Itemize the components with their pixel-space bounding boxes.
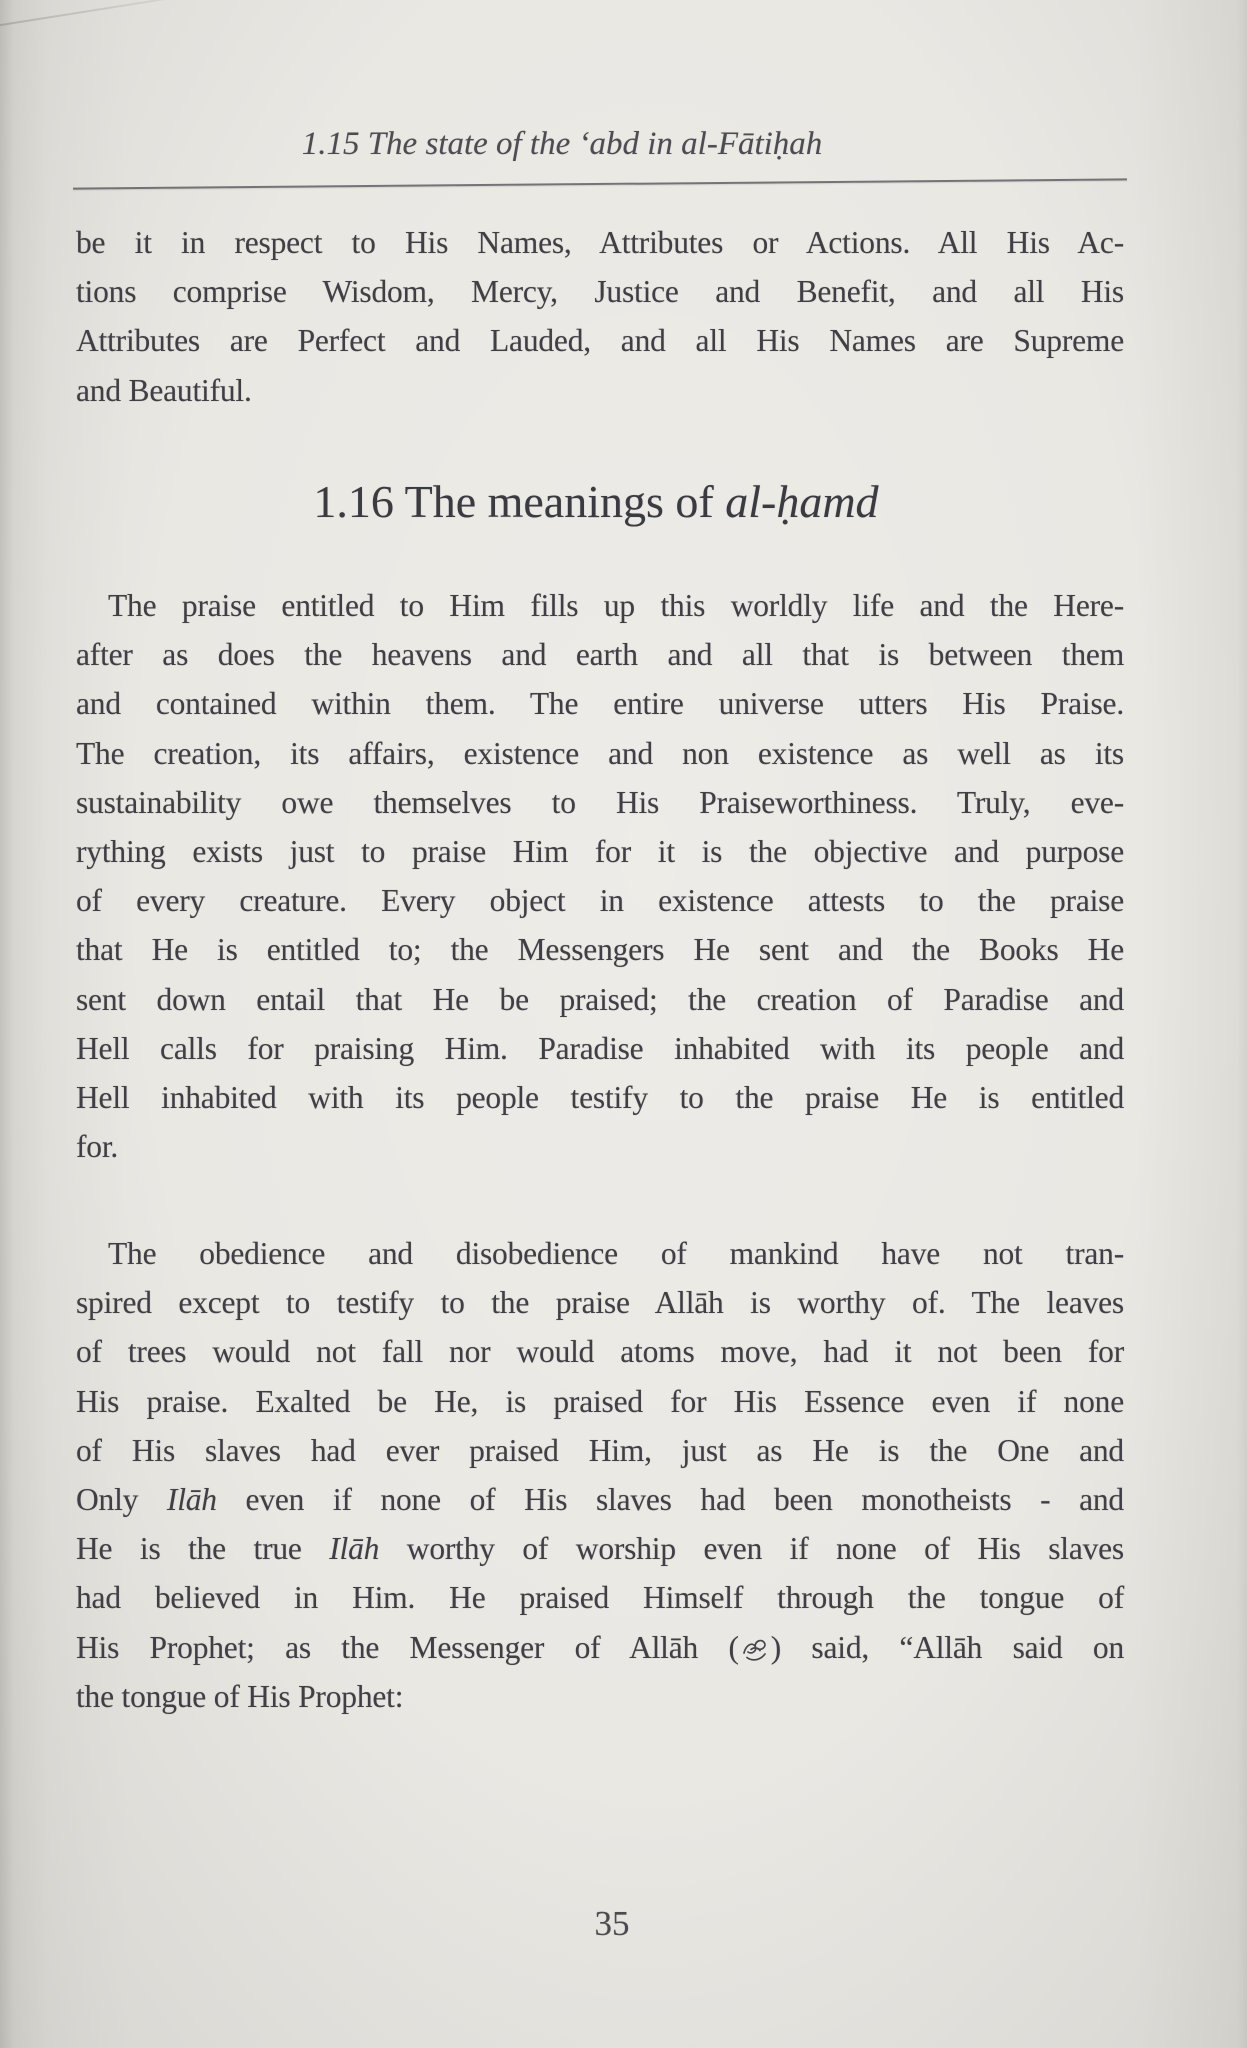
text-line: be it in respect to His Names, Attributes or Actions. All His Ac- (76, 225, 1124, 260)
sallallahu-calligraphy-icon (740, 1634, 770, 1664)
text-line: and Beautiful. (76, 372, 252, 408)
text-line: of trees would not fall nor would atoms move, had it not been for (76, 1334, 1124, 1370)
text-line: sustainability owe themselves to His Praiseworthiness. Truly, eve- (76, 784, 1124, 820)
running-header: 1.15 The state of the ‘abd in al-Fātiḥah (301, 126, 823, 162)
paragraph-praise (76, 581, 1124, 1171)
text-line: of His slaves had ever praised Him, just as He is the One and (76, 1432, 1124, 1468)
text-line: of every creature. Every object in existence attests to the praise (76, 883, 1124, 919)
text-line: after as does the heavens and earth and all that is between them (76, 637, 1124, 673)
text-line: had believed in Him. He praised Himself through the tongue of (76, 1580, 1124, 1616)
text-line: spired except to testify to the praise Allāh is worthy of. The leaves (76, 1285, 1124, 1321)
text-line: the tongue of His Prophet: (76, 1678, 404, 1714)
text-line: Hell inhabited with its people testify to the praise He is entitled (76, 1079, 1124, 1115)
text-line: Only Ilāh even if none of His slaves had been monotheists - and (76, 1481, 1124, 1517)
text-line: sent down entail that He be praised; the creation of Paradise and (76, 981, 1124, 1017)
paragraph-continued (76, 218, 1124, 415)
text-line: The praise entitled to Him fills up this worldly life and the Here- (108, 588, 1124, 623)
text-line: The creation, its affairs, existence and non existence as well as its (76, 735, 1124, 771)
paragraph-obedience (76, 1229, 1124, 1721)
text-line: tions comprise Wisdom, Mercy, Justice and Benefit, and all His (76, 274, 1124, 310)
text-line: Hell calls for praising Him. Paradise inhabited with its people and (76, 1030, 1124, 1066)
text-line: Attributes are Perfect and Lauded, and all His Names are Supreme (76, 323, 1124, 359)
text-line: He is the true Ilāh worthy of worship even if none of His slaves (76, 1531, 1124, 1567)
text-line: The obedience and disobedience of mankind have not tran- (108, 1236, 1124, 1271)
text-line: rything exists just to praise Him for it is the objective and purpose (76, 833, 1124, 869)
text-line: that He is entitled to; the Messengers He sent and the Books He (76, 932, 1124, 968)
page-number: 35 (594, 1904, 630, 1943)
section-heading-1-16: 1.16 The meanings of al-ḥamd (313, 476, 879, 527)
text-line: and contained within them. The entire universe utters His Praise. (76, 686, 1124, 722)
text-line: His Prophet; as the Messenger of Allāh ( ) said, “Allāh said on (76, 1629, 1124, 1665)
text-line: His praise. Exalted be He, is praised for His Essence even if none (76, 1383, 1124, 1419)
header-rule (73, 178, 1127, 189)
text-block (76, 0, 1124, 2048)
text-line: for. (76, 1129, 119, 1165)
